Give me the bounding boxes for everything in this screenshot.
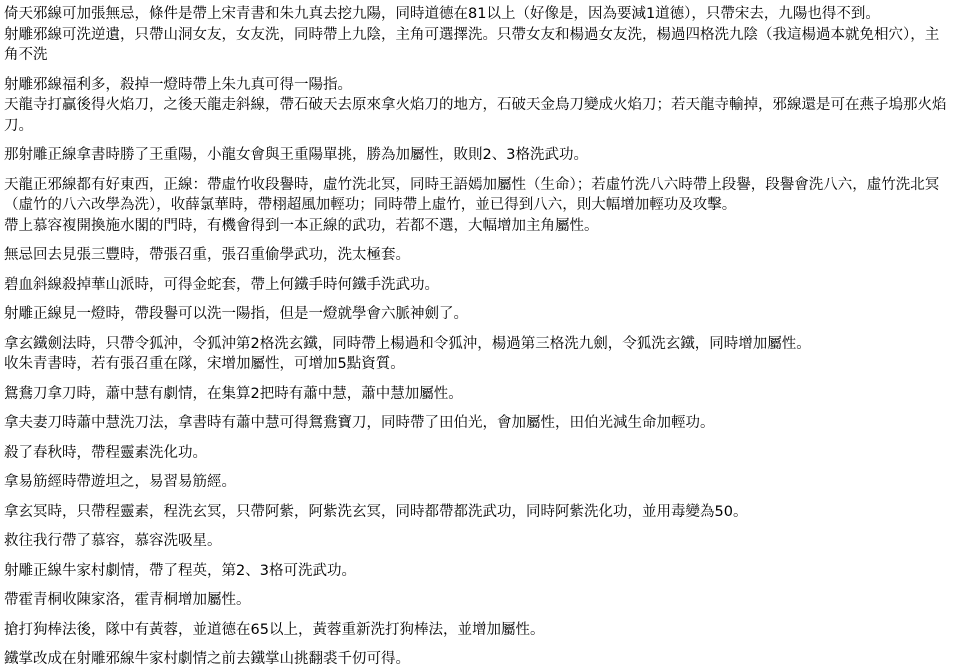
paragraph: 收朱青書時，若有張召重在隊，宋增加屬性，可增加5點資質。 — [4, 356, 405, 372]
paragraph: 射雕邪線福利多，殺掉一燈時帶上朱九真可得一陽指。 — [4, 76, 352, 93]
paragraph: 鴛鴦刀拿刀時，蕭中慧有劇情，在集算2把時有蕭中慧，蕭中慧加屬性。 — [4, 385, 463, 402]
paragraph: 射雕邪線可洗逆遺，只帶山洞女友，女友洗，同時帶上九陰，主角可選擇洗。只帶女友和楊過女友洗，楊過四格洗九陰（我這楊過本就免相穴），主角不洗 — [4, 26, 940, 63]
paragraph: 天龍寺打贏後得火焰刀，之後天龍走斜線，帶石破天去原來拿火焰刀的地方，石破天金鳥刀變成火焰刀；若天龍寺輸掉，邪線還是可在燕子塢那火焰刀。 — [4, 97, 947, 134]
paragraph: 帶上慕容複開換施水閣的門時，有機會得到一本正線的武功，若都不選，大幅增加主角屬性。 — [4, 217, 599, 234]
paragraph: 天龍正邪線都有好東西，正線：帶虛竹收段譽時，虛竹洗北冥，同時王語嫣加屬性（生命）；若虛竹洗八六時帶上段譽，段譽會洗八六，虛竹洗北冥（虛竹的八六改學為洗），收薛氯華時，帶栩超風加輕功；同時帶上虛竹，並已得到八六，則大幅增加輕功及攻擊。 — [4, 176, 940, 213]
paragraph: 殺了春秋時，帶程靈素洗化功。 — [4, 444, 207, 461]
paragraph: 射雕正線牛家村劇情，帶了程英，第2、3格可洗武功。 — [4, 562, 356, 579]
paragraph: 帶霍青桐收陳家洛，霍青桐增加屬性。 — [4, 592, 251, 608]
paragraph: 拿玄冥時，只帶程靈素，程洗玄冥，只帶阿紫，阿紫洗玄冥，同時都帶都洗武功，同時阿紫洗化功，並用毒變為50。 — [4, 503, 748, 520]
paragraph: 拿玄鐵劍法時，只帶令狐沖，令狐沖第2格洗玄鐵，同時帶上楊過和令狐沖，楊過第三格洗九劍，令狐洗玄鐵，同時增加屬性。 — [4, 335, 811, 352]
paragraph: 搶打狗棒法後，隊中有黃蓉，並道德在65以上，黃蓉重新洗打狗棒法，並增加屬性。 — [4, 621, 545, 638]
paragraph: 拿易筋經時帶遊坦之，易習易筋經。 — [4, 474, 236, 490]
paragraph: 無忌回去見張三豐時，帶張召重，張召重偷學武功，洗太極套。 — [4, 247, 410, 263]
paragraph: 拿夫妻刀時蕭中慧洗刀法，拿書時有蕭中慧可得鴛鴦寶刀，同時帶了田伯光，會加屬性，田伯光減生命加輕功。 — [4, 415, 715, 431]
paragraph: 那射雕正線拿書時勝了王重陽，小龍女會與王重陽單挑，勝為加屬性，敗則2、3格洗武功。 — [4, 147, 588, 163]
paragraph: 倚天邪線可加張無忌，條件是帶上宋青書和朱九真去挖九陽，同時道德在81以上（好像是，因為要減1道德），只帶宋去，九陽也得不到。 — [4, 6, 880, 22]
paragraph: 救往我行帶了慕容，慕容洗吸星。 — [4, 533, 222, 549]
paragraph: 鐵掌改成在射雕邪線牛家村劇情之前去鐵掌山挑翻裘千仞可得。 — [4, 651, 410, 667]
paragraph: 射雕正線見一燈時，帶段譽可以洗一陽指，但是一燈就學會六脈神劍了。 — [4, 306, 468, 322]
paragraph: 碧血斜線殺掉華山派時，可得金蛇套，帶上何鐵手時何鐵手洗武功。 — [4, 276, 439, 293]
